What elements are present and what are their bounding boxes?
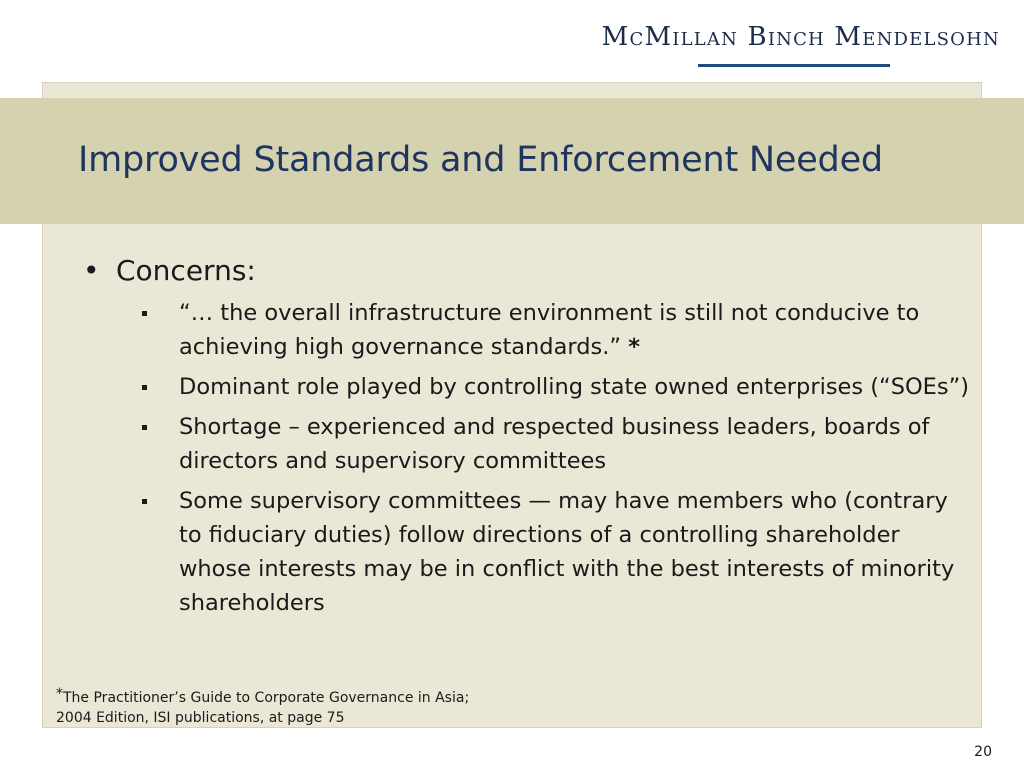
bullet-heading <box>78 254 973 288</box>
sub-bullet-text: Shortage – experienced and respected business leaders, boards of directors and supervisory committees <box>179 414 930 474</box>
footnote <box>56 688 486 728</box>
sub-bullet-item <box>78 296 973 364</box>
square-bullet-icon <box>142 425 147 430</box>
firm-logo <box>602 22 1000 52</box>
square-bullet-icon <box>142 385 147 390</box>
bullet-list <box>78 254 973 626</box>
logo-text: McMillan Binch Mendelsohn <box>601 22 1000 52</box>
footnote-text: The Practitioner’s Guide to Corporate Governance in Asia; 2004 Edition, ISI publications, at page 75 <box>56 690 470 726</box>
sub-bullet-list <box>78 296 973 620</box>
sub-bullet-text: Some supervisory committees — may have members who (contrary to fiduciary duties) follow directions of a controlling shareholder whose interests may be in conflict with the best interests of minority shareholders <box>179 488 955 616</box>
footnote-marker-symbol: * <box>56 686 63 702</box>
sub-bullet-text: Dominant role played by controlling state owned enterprises (“SOEs”) <box>179 374 970 400</box>
logo-underline <box>698 64 890 67</box>
square-bullet-icon <box>142 499 147 504</box>
sub-bullet-item <box>78 410 973 478</box>
sub-bullet-item <box>78 370 973 404</box>
sub-bullet-text: “… the overall infrastructure environment is still not conducive to achieving high governance standards.” <box>179 300 920 360</box>
bullet-heading-text: Concerns: <box>116 254 256 287</box>
page-number: 20 <box>974 744 992 760</box>
sub-bullet-item <box>78 484 973 620</box>
footnote-marker: * <box>628 334 640 360</box>
bullet-dot-icon: • <box>83 254 100 287</box>
slide-title: Improved Standards and Enforcement Needed <box>78 140 883 180</box>
square-bullet-icon <box>142 311 147 316</box>
